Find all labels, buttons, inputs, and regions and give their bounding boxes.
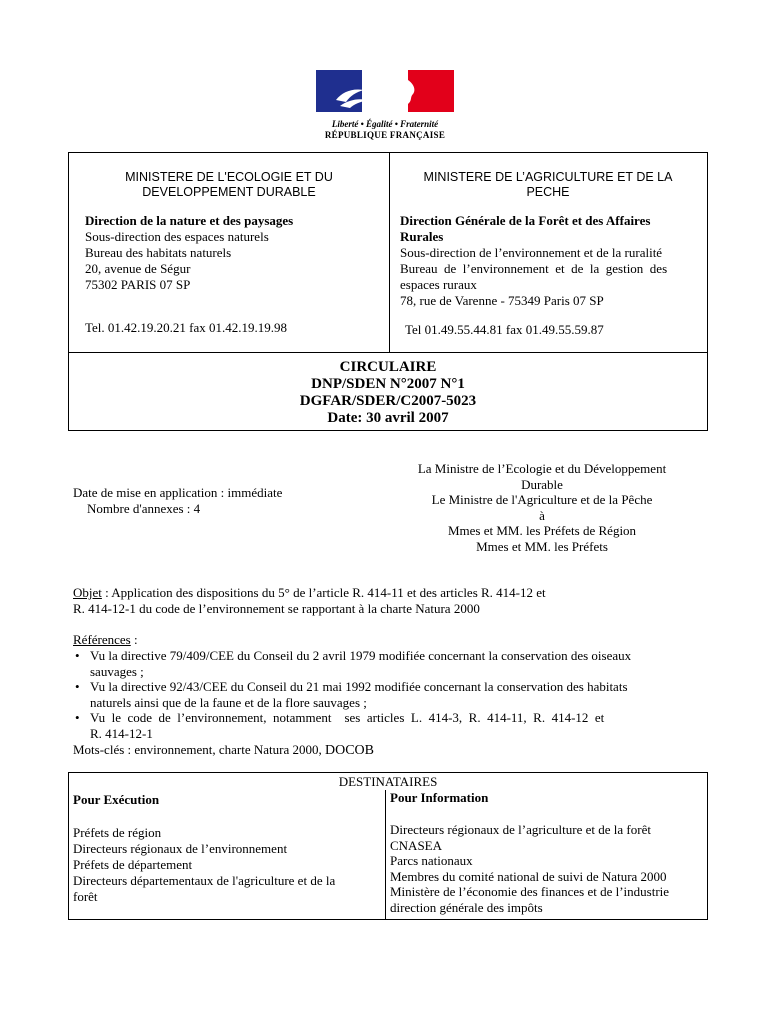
annexes-count: Nombre d'annexes : 4 bbox=[87, 501, 201, 516]
references: Références : • Vu la directive 79/409/CEE du Conseil du 2 avril 1979 modifiée concernant la conservation des oiseaux sauvages ; • Vu la directive 92/43/CEE du Conseil du 21 mai 1992 modifiée concernant la conservation des habitats naturels ainsi que de la faune et de la flore sauvages ; • Vu le code de l’environnement, notamment ses articles L. 414-3, R. 414-11, R. 414-12 et R. 414-12-1 Mots-clés : environnement, charte Natura 2000, DOCOB bbox=[73, 632, 698, 759]
direction-right: Direction Générale de la Forêt et des Affaires bbox=[400, 213, 651, 228]
information-heading: Pour Information bbox=[390, 790, 489, 805]
list-item: Parcs nationaux bbox=[390, 853, 473, 868]
execution-list bbox=[73, 825, 378, 905]
application-info bbox=[73, 485, 282, 517]
motto: Liberté • Égalité • Fraternité bbox=[331, 119, 439, 129]
ministry-left-tel: Tel. 01.42.19.20.21 fax 01.42.19.19.98 bbox=[85, 320, 288, 335]
ministry-right-title: MINISTERE DE L’AGRICULTURE ET DE LA PECHE bbox=[423, 170, 673, 199]
circulaire-separator bbox=[68, 352, 708, 353]
bullet-icon: • bbox=[75, 648, 80, 663]
list-item: Directeurs régionaux de l’environnement bbox=[73, 841, 288, 856]
references-label: Références bbox=[73, 632, 131, 647]
ministry-left-title: MINISTERE DE L'ECOLOGIE ET DU DEVELOPPEMENT DURABLE bbox=[125, 170, 333, 199]
execution-heading: Pour Exécution bbox=[73, 792, 160, 807]
ministry-left-body: Direction de la nature et des paysages Sous-direction des espaces naturels Bureau des habitats naturels 20, avenue de Ségur 75302 PARIS 07 SP bbox=[85, 213, 385, 293]
circulaire-title: CIRCULAIRE DNP/SDEN N°2007 N°1 DGFAR/SDER/C2007-5023 Date: 30 avril 2007 bbox=[299, 359, 477, 426]
reference-item: • Vu la directive 79/409/CEE du Conseil du 2 avril 1979 modifiée concernant la conservation des oiseaux sauvages ; bbox=[75, 648, 632, 679]
bullet-icon: • bbox=[75, 679, 80, 694]
reference-item: • Vu le code de l’environnement, notamment ses articles L. 414-3, R. 414-11, R. 414-12 et R. 414-12-1 bbox=[75, 710, 605, 741]
flag-emblem bbox=[316, 70, 454, 116]
list-item: direction générale des impôts bbox=[390, 899, 543, 915]
objet: Objet : Application des dispositions du 5° de l’article R. 414-11 et des articles R. 414-12 et R. 414-12-1 du code de l’environnement se rapportant à la charte Natura 2000 bbox=[73, 585, 546, 616]
list-item: CNASEA bbox=[390, 837, 443, 853]
list-item: Préfets de département bbox=[73, 857, 193, 872]
list-item: Ministère de l’économie des finances et de l’industrie bbox=[390, 884, 670, 899]
list-item: Membres du comité national de suivi de Natura 2000 bbox=[390, 868, 667, 884]
destinataires-title: DESTINATAIRES bbox=[338, 774, 438, 789]
destinataires-divider bbox=[385, 790, 386, 920]
reference-item: • Vu la directive 92/43/CEE du Conseil du 21 mai 1992 modifiée concernant la conservation des habitats naturels ainsi que de la faune et de la flore sauvages ; bbox=[75, 679, 628, 710]
ministry-right-tel: Tel 01.49.55.44.81 fax 01.49.55.59.87 bbox=[405, 322, 604, 337]
ministry-right-body: Direction Générale de la Forêt et des Affaires Rurales Sous-direction de l’environnement et de la ruralité Bureau de l’environnement et de la gestion des espaces ruraux 78, rue de Varenne - 75349 Paris 07 SP bbox=[400, 213, 702, 309]
list-item: Préfets de région bbox=[73, 825, 162, 840]
list-item: forêt bbox=[73, 889, 98, 904]
marianne-logo bbox=[316, 70, 454, 140]
list-item: Directeurs régionaux de l’agriculture et de la forêt bbox=[390, 822, 651, 837]
direction-left: Direction de la nature et des paysages bbox=[85, 213, 294, 228]
objet-label: Objet bbox=[73, 585, 102, 600]
republic-name: RÉPUBLIQUE FRANÇAISE bbox=[324, 130, 446, 140]
list-item: Directeurs départementaux de l'agriculture et de la bbox=[73, 873, 336, 888]
references-list bbox=[73, 648, 698, 741]
information-list bbox=[390, 822, 705, 915]
addressees: La Ministre de l’Ecologie et du Développement Durable Le Ministre de l'Agriculture et de la Pêche à Mmes et MM. les Préfets de Région Mmes et MM. les Préfets bbox=[417, 461, 667, 554]
keywords: Mots-clés : environnement, charte Natura 2000, DOCOB bbox=[73, 742, 374, 758]
application-date: Date de mise en application : immédiate bbox=[73, 485, 283, 500]
bullet-icon: • bbox=[75, 710, 80, 725]
